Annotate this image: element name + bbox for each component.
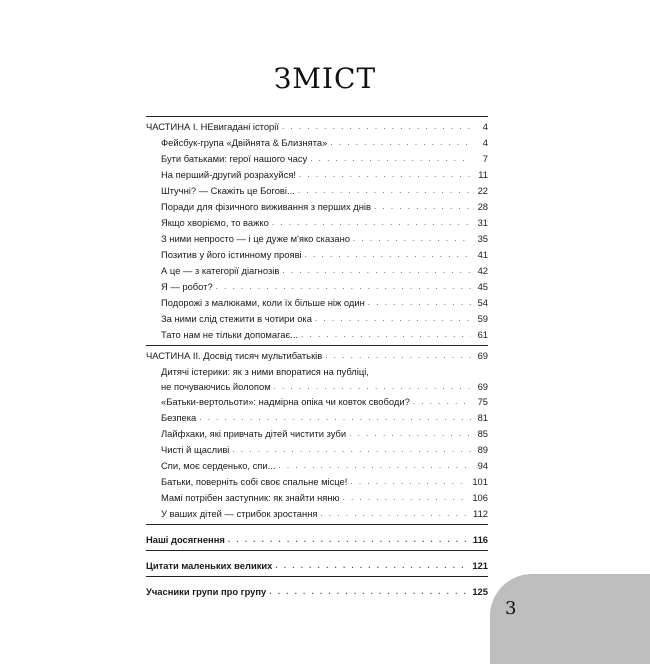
toc-entry[interactable] xyxy=(146,311,488,327)
toc-entry-title: ЧАСТИНА II. Досвід тисяч мультибатьків xyxy=(146,350,323,361)
toc-dot-leader xyxy=(368,296,471,310)
toc-entry-title-line-1: Дитячі істерики: як з ними впоратися на публіці, xyxy=(161,366,369,377)
toc-entry-page: 11 xyxy=(478,169,488,180)
toc-entry-title: Спи, моє серденько, спи... xyxy=(161,460,276,471)
toc-entry-title: Тато нам не тільки допомагає... xyxy=(161,329,299,340)
toc-entry-page: 7 xyxy=(482,153,488,164)
toc-entry-title: Лайфхаки, які привчать дітей чистити зуби xyxy=(161,428,347,439)
toc-divider xyxy=(146,116,488,117)
toc-entry-title: Наші досягнення xyxy=(146,534,225,545)
toc-dot-leader xyxy=(320,507,470,521)
toc-entry[interactable] xyxy=(146,506,488,522)
toc-entry-page: 41 xyxy=(477,249,488,260)
toc-dot-leader xyxy=(325,349,471,363)
toc-dot-leader xyxy=(349,427,471,441)
toc-section-achievements[interactable] xyxy=(146,527,488,548)
toc-entry-page: 22 xyxy=(477,185,488,196)
toc-entry-title: Штучні? — Скажіть це Богові... xyxy=(161,185,295,196)
toc-entry-title: Фейсбук-група «Двійнята & Близнята» xyxy=(161,137,328,148)
table-of-contents xyxy=(146,114,488,600)
toc-entry-page: 45 xyxy=(477,281,488,292)
toc-entry[interactable] xyxy=(146,394,488,410)
toc-entry[interactable] xyxy=(146,199,488,215)
toc-section-members[interactable] xyxy=(146,579,488,600)
toc-entry-page: 69 xyxy=(477,350,488,361)
toc-entry-title: Безпека xyxy=(161,412,197,423)
toc-dot-leader xyxy=(330,136,471,150)
toc-entry-title-line-2: не почуваючись йолопом xyxy=(161,381,271,392)
toc-section-quotes[interactable] xyxy=(146,553,488,574)
toc-dot-leader xyxy=(232,443,471,457)
toc-entry-title: Учасники групи про групу xyxy=(146,586,267,597)
page-title: ЗМІСТ xyxy=(273,62,377,95)
toc-entry-title: Мамі потрібен заступник: як знайти няню xyxy=(161,492,340,503)
toc-entry[interactable] xyxy=(146,151,488,167)
toc-entry[interactable] xyxy=(146,215,488,231)
toc-entry[interactable] xyxy=(146,442,488,458)
toc-dot-leader xyxy=(282,120,471,134)
toc-entry-title: Чисті й щасливі xyxy=(161,444,230,455)
toc-entry-page: 28 xyxy=(477,201,488,212)
toc-entry-title: Поради для фізичного виживання з перших днів xyxy=(161,201,371,212)
toc-dot-leader xyxy=(301,328,471,342)
toc-dot-leader xyxy=(199,411,471,425)
toc-entry[interactable] xyxy=(146,279,488,295)
toc-entry-title: Батьки, поверніть собі своє спальне місце! xyxy=(161,476,348,487)
toc-dot-leader xyxy=(272,216,471,230)
toc-dot-leader xyxy=(228,533,470,547)
page-number: 3 xyxy=(505,598,517,619)
toc-entry-title: Якщо хворіємо, то важко xyxy=(161,217,269,228)
toc-divider xyxy=(146,576,488,577)
toc-entry-page: 112 xyxy=(473,508,488,519)
toc-entry-title: Я — робот? xyxy=(161,281,213,292)
toc-entry-page: 4 xyxy=(482,137,488,148)
toc-entry[interactable] xyxy=(146,183,488,199)
toc-entry[interactable] xyxy=(146,410,488,426)
toc-entry[interactable] xyxy=(146,327,488,343)
toc-dot-leader xyxy=(216,280,471,294)
toc-entry[interactable] xyxy=(146,426,488,442)
toc-divider xyxy=(146,524,488,525)
toc-dot-leader xyxy=(282,264,471,278)
page-number-tab xyxy=(490,574,650,664)
toc-dot-leader xyxy=(413,395,471,409)
toc-entry[interactable] xyxy=(146,295,488,311)
toc-dot-leader xyxy=(310,152,471,166)
toc-dot-leader xyxy=(269,585,469,599)
toc-entry-page: 125 xyxy=(472,586,488,597)
toc-entry-page: 4 xyxy=(482,121,488,132)
toc-part-2-list xyxy=(146,394,488,522)
toc-dot-leader xyxy=(350,475,469,489)
toc-entry-title: «Батьки-вертольоти»: надмірна опіка чи ковток свободи? xyxy=(161,396,410,407)
toc-entry-title: Бути батьками: герої нашого часу xyxy=(161,153,308,164)
toc-entry-page: 94 xyxy=(477,460,488,471)
toc-entry-page: 69 xyxy=(477,381,488,392)
toc-entry[interactable] xyxy=(146,231,488,247)
toc-entry-page: 61 xyxy=(477,329,488,340)
toc-dot-leader xyxy=(274,380,471,394)
toc-entry[interactable] xyxy=(146,458,488,474)
toc-entry-page: 35 xyxy=(477,233,488,244)
toc-part-1[interactable] xyxy=(146,119,488,135)
toc-dot-leader xyxy=(374,200,471,214)
toc-entry-page: 54 xyxy=(477,297,488,308)
toc-entry-page: 75 xyxy=(477,396,488,407)
toc-dot-leader xyxy=(298,184,471,198)
toc-dot-leader xyxy=(278,459,471,473)
toc-entry-page: 31 xyxy=(477,217,488,228)
toc-entry-title: На перший-другий розрахуйся! xyxy=(161,169,297,180)
toc-dot-leader xyxy=(305,248,471,262)
toc-entry[interactable] xyxy=(146,490,488,506)
toc-entry-title: ЧАСТИНА I. НЕвигадані історії xyxy=(146,121,279,132)
toc-entry-page: 106 xyxy=(472,492,488,503)
toc-dot-leader xyxy=(275,559,469,573)
toc-entry-title: Подорожі з малюками, коли їх більше ніж один xyxy=(161,297,365,308)
toc-dot-leader xyxy=(315,312,471,326)
toc-divider xyxy=(146,345,488,346)
toc-part-1-list xyxy=(146,135,488,343)
toc-entry-title: У ваших дітей — стрибок зростання xyxy=(161,508,318,519)
toc-entry-title: А це — з категорії діагнозів xyxy=(161,265,280,276)
toc-entry-page: 81 xyxy=(477,412,488,423)
toc-entry-wrapped[interactable] xyxy=(146,364,488,394)
toc-entry[interactable] xyxy=(146,474,488,490)
toc-entry[interactable] xyxy=(146,135,488,151)
toc-entry-page: 85 xyxy=(477,428,488,439)
toc-part-2[interactable] xyxy=(146,348,488,364)
toc-divider xyxy=(146,550,488,551)
toc-entry[interactable] xyxy=(146,247,488,263)
toc-entry-page: 89 xyxy=(477,444,488,455)
toc-entry-title: Цитати маленьких великих xyxy=(146,560,273,571)
toc-dot-leader xyxy=(353,232,471,246)
toc-entry-title: З ними непросто — і це дуже м'яко сказано xyxy=(161,233,351,244)
toc-dot-leader xyxy=(343,491,470,505)
toc-dot-leader xyxy=(299,168,471,182)
toc-entry[interactable] xyxy=(146,167,488,183)
toc-entry-page: 59 xyxy=(477,313,488,324)
toc-entry-title: Позитив у його істинному прояві xyxy=(161,249,302,260)
toc-entry[interactable] xyxy=(146,263,488,279)
toc-entry-page: 101 xyxy=(472,476,488,487)
toc-entry-page: 42 xyxy=(477,265,488,276)
toc-entry-page: 121 xyxy=(472,560,488,571)
toc-entry-title: За ними слід стежити в чотири ока xyxy=(161,313,312,324)
toc-entry-page: 116 xyxy=(472,534,488,545)
